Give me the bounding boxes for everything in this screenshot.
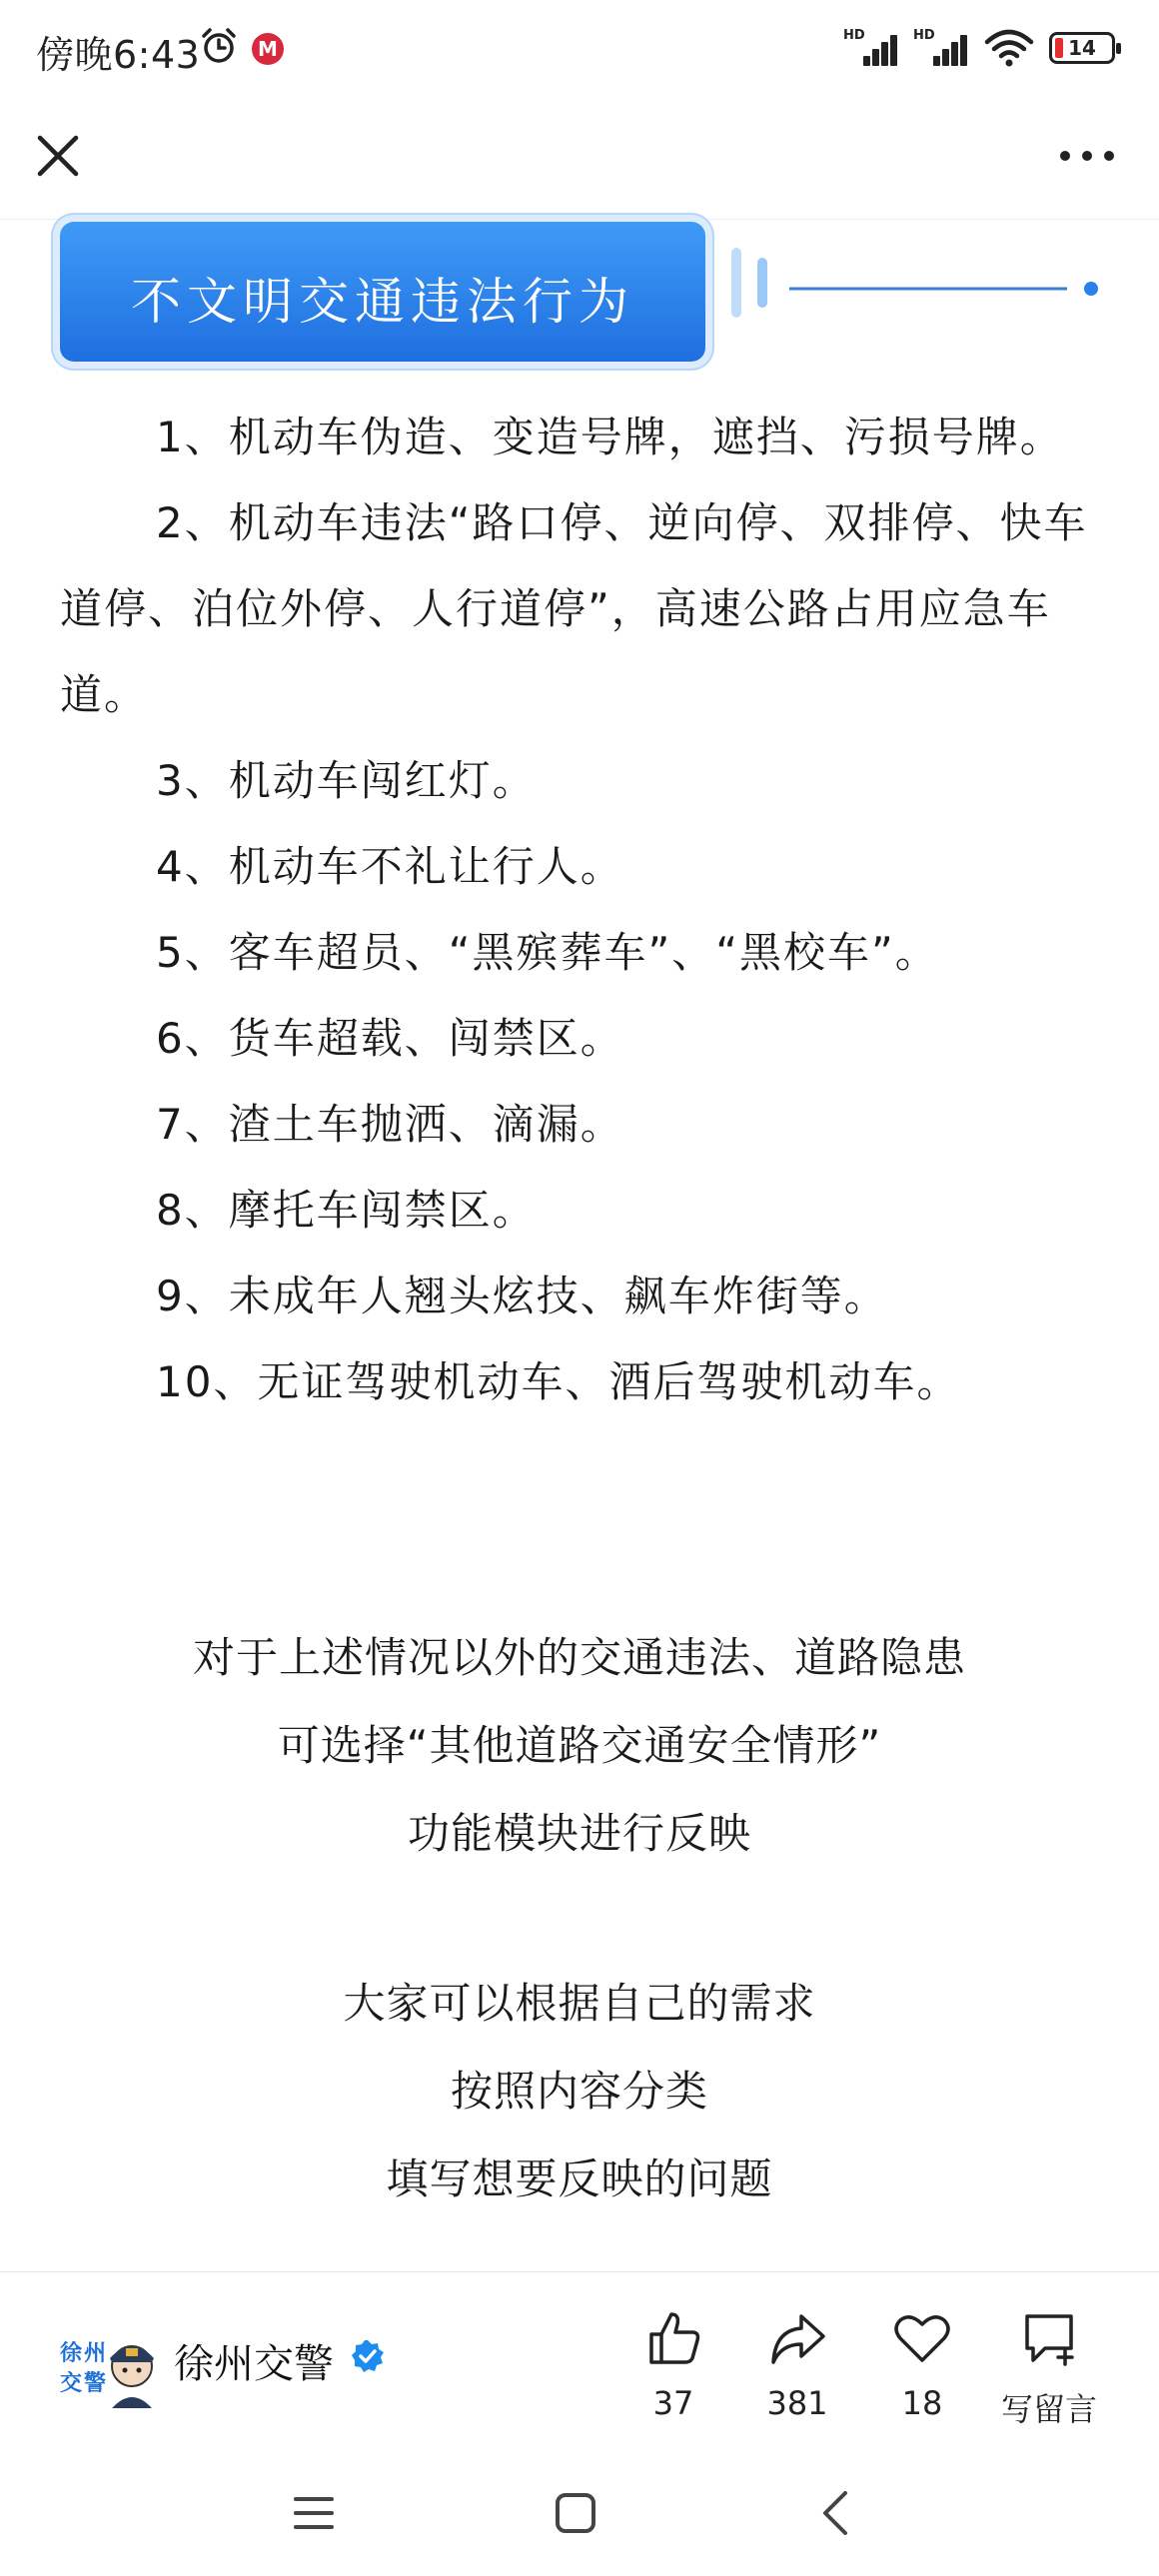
section-banner xyxy=(60,222,705,362)
share-count: 381 xyxy=(766,2384,828,2422)
banner-decoration xyxy=(727,240,1103,340)
like-count: 37 xyxy=(652,2384,694,2422)
signal-hd-label: HD xyxy=(843,28,865,43)
avatar-char: 交 xyxy=(60,2371,83,2396)
bottom-action-bar xyxy=(0,2271,1159,2463)
app-notification-icon: M xyxy=(252,33,284,65)
note-line: 对于上述情况以外的交通违法、道路隐患 xyxy=(192,1633,966,1682)
list-item: 3、机动车闯红灯。 xyxy=(156,756,537,805)
like-button[interactable] xyxy=(608,2308,738,2422)
more-icon[interactable] xyxy=(1057,148,1117,164)
list-item: 1、机动车伪造、变造号牌，遮挡、污损号牌。 xyxy=(156,413,1064,461)
closing-block xyxy=(0,1960,1159,2223)
list-item: 4、机动车不礼让行人。 xyxy=(156,842,624,891)
avatar-char: 警 xyxy=(84,2371,107,2396)
top-nav xyxy=(0,100,1159,220)
author-avatar[interactable] xyxy=(58,2330,158,2410)
share-icon xyxy=(767,2308,827,2368)
battery-icon xyxy=(1049,32,1115,64)
favorite-count: 18 xyxy=(901,2384,943,2422)
list-item: 6、货车超载、闯禁区。 xyxy=(156,1014,624,1063)
violation-list xyxy=(60,395,1099,1425)
avatar-char: 州 xyxy=(84,2341,107,2366)
list-item: 8、摩托车闯禁区。 xyxy=(156,1186,537,1235)
verified-badge-icon xyxy=(350,2338,386,2374)
note-block xyxy=(0,1614,1159,1878)
list-item: 2、机动车违法“路口停、逆向停、双排停、快车道停、泊位外停、人行道停”，高速公路占用应急车道。 xyxy=(60,498,1088,719)
status-icons xyxy=(843,26,1115,70)
note-line: 可选择“其他道路交通安全情形” xyxy=(277,1721,882,1770)
signal-icon-2 xyxy=(913,28,969,68)
home-icon[interactable] xyxy=(546,2483,605,2543)
closing-line: 大家可以根据自己的需求 xyxy=(343,1979,816,2028)
close-icon[interactable] xyxy=(30,128,86,184)
alarm-icon xyxy=(200,27,238,65)
avatar-char: 徐 xyxy=(60,2341,83,2366)
battery-level: 14 xyxy=(1068,36,1096,60)
favorite-button[interactable] xyxy=(857,2308,987,2422)
status-bar xyxy=(0,0,1159,100)
back-icon[interactable] xyxy=(807,2483,867,2543)
wifi-icon xyxy=(983,28,1035,68)
note-line: 功能模块进行反映 xyxy=(407,1809,751,1858)
write-comment-button[interactable] xyxy=(981,2308,1117,2430)
share-button[interactable] xyxy=(732,2308,862,2422)
write-comment-label: 写留言 xyxy=(1000,2390,1097,2428)
comment-add-icon xyxy=(1019,2308,1079,2368)
list-item: 10、无证驾驶机动车、酒后驾驶机动车。 xyxy=(156,1357,961,1406)
list-item: 5、客车超员、“黑殡葬车”、“黑校车”。 xyxy=(156,928,939,977)
status-time: 傍晚6:43 xyxy=(36,33,201,77)
menu-icon[interactable] xyxy=(284,2483,344,2543)
closing-line: 按照内容分类 xyxy=(450,2067,708,2116)
banner-title: 不文明交通违法行为 xyxy=(131,273,634,331)
signal-hd-label-2: HD xyxy=(913,28,935,43)
system-navigation-bar xyxy=(0,2463,1159,2576)
thumbs-up-icon xyxy=(643,2308,703,2368)
author-name[interactable]: 徐州交警 xyxy=(174,2341,334,2387)
heart-icon xyxy=(892,2308,952,2368)
signal-icon xyxy=(843,28,899,68)
closing-line: 填写想要反映的问题 xyxy=(386,2154,773,2203)
list-item: 7、渣土车抛洒、滴漏。 xyxy=(156,1100,624,1149)
list-item: 9、未成年人翘头炫技、飙车炸街等。 xyxy=(156,1272,888,1320)
